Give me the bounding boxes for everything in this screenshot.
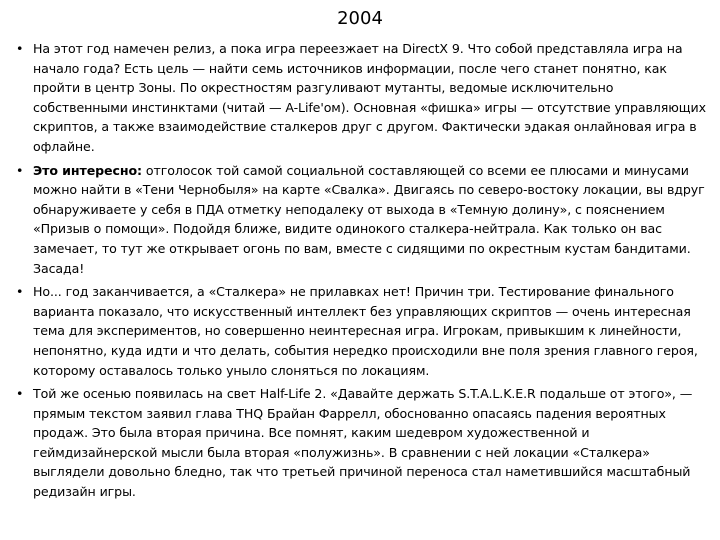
slide-title: 2004 — [337, 8, 383, 29]
bullet-item-3 — [16, 282, 706, 380]
bullet-text: Но... год заканчивается, а «Сталкера» не прилавках нет! Причин три. Тестирование финального варианта показало, что искусственный интеллект без управляющих скриптов — очень интересная тема для экспериментов, но совершенно неинтересная игра. Игрокам, привыкшим к линейности, непонятно, куда идти и что делать, события нередко происходили вне поля зрения главного героя, которому оставалось только уныло слоняться по локациям. — [33, 284, 698, 378]
bullet-item-1 — [16, 39, 706, 157]
bullet-item-4 — [16, 384, 706, 502]
bullet-marker: • — [16, 284, 24, 300]
bullet-marker: • — [16, 41, 24, 56]
bullet-marker: • — [16, 386, 24, 402]
bullet-lead: Это интересно: — [33, 162, 142, 178]
bullet-marker: • — [16, 162, 24, 178]
bullet-text: отголосок той самой социальной составляющей со всеми ее плюсами и минусами можно найти в «Тени Чернобыля» на карте «Свалка». Двигаясь по северо-востоку локации, вы вдруг обнаруживаете у себя в ПДА отметку неподалеку от выхода в «Темную долину», с пояснением «Призыв о помощи». Подойдя ближе, видите одинокого сталкера-нейтрала. Как только он вас замечает, то тут же открывает огонь по вам, вместе с сидящими по окрестным кустам бандитами. Засада! — [33, 162, 705, 276]
bullet-text: Той же осенью появилась на свет Half-Life 2. «Давайте держать S.T.A.L.K.E.R подальше от этого», — прямым текстом заявил глава THQ Брайан Фаррелл, обоснованно опасаясь падения вероятных продаж. Это была вторая причина. Все помнят, каким шедевром художественной и геймдизайнерской мысли была вторая «полужизнь». В сравнении с ней локации «Сталкера» выглядели довольно бледно, так что третьей причиной переноса стал наметившийся масштабный редизайн игры. — [33, 386, 693, 500]
bullet-item-2 — [16, 161, 706, 279]
bullet-text: На этот год намечен релиз, а пока игра переезжает на DirectX 9. Что собой представляла игра на начало года? Есть цель — найти семь источников информации, после чего станет понятно, как пройти в центр Зоны. По окрестностям разгуливают мутанты, ведомые исключительно собственными инстинктами (читай — A-Life'ом). Основная «фишка» игры — отсутствие управляющих скриптов, а также взаимодействие сталкеров друг с другом. Фактически эдакая онлайновая игра в офлайне. — [33, 41, 706, 154]
bullet-list — [16, 39, 706, 506]
